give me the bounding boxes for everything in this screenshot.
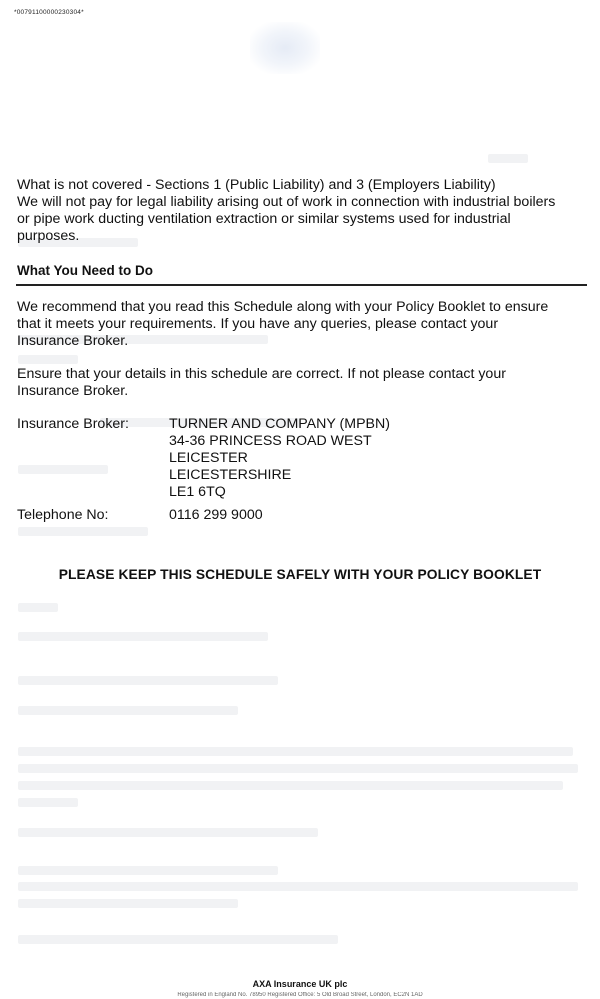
broker-address-line: TURNER AND COMPANY (MPBN) [169, 416, 390, 432]
not-covered-line: What is not covered - Sections 1 (Public Liability) and 3 (Employers Liability) [17, 177, 496, 193]
ensure-details-line: Ensure that your details in this schedule are correct. If not please contact your [17, 366, 506, 382]
not-covered-line: or pipe work ducting ventilation extraction or similar systems used for industrial [17, 211, 511, 227]
recommendation-paragraph [17, 299, 587, 350]
faint-logo-watermark [250, 22, 320, 74]
broker-address-line: 34-36 PRINCESS ROAD WEST [169, 433, 372, 449]
broker-address-line: LEICESTERSHIRE [169, 467, 292, 483]
ensure-details-line: Insurance Broker. [17, 383, 129, 399]
broker-address-line: LEICESTER [169, 450, 248, 466]
telephone-number: 0116 299 9000 [169, 507, 263, 523]
section-heading: What You Need to Do [17, 263, 153, 278]
not-covered-line: We will not pay for legal liability arising out of work in connection with industrial boilers [17, 194, 556, 210]
keep-schedule-notice: PLEASE KEEP THIS SCHEDULE SAFELY WITH YOUR POLICY BOOKLET [58, 567, 542, 582]
footer-company-name: AXA Insurance UK plc [252, 979, 348, 989]
broker-address [169, 416, 390, 501]
heading-divider [16, 284, 587, 286]
broker-label: Insurance Broker: [17, 416, 129, 432]
not-covered-paragraph [17, 177, 587, 245]
recommendation-line: Insurance Broker. [17, 333, 129, 349]
broker-address-line: LE1 6TQ [169, 484, 226, 500]
recommendation-line: that it meets your requirements. If you have any queries, please contact your [17, 316, 499, 332]
not-covered-line: purposes. [17, 228, 80, 244]
recommendation-line: We recommend that you read this Schedule along with your Policy Booklet to ensure [17, 299, 549, 315]
footer-registration: Registered in England No. 78950 Registered Office: 5 Old Broad Street, London, EC2N 1AD [177, 992, 423, 998]
document-reference-number: *00791100000230304* [14, 9, 84, 16]
telephone-label: Telephone No: [17, 507, 109, 523]
ensure-details-paragraph [17, 366, 587, 400]
